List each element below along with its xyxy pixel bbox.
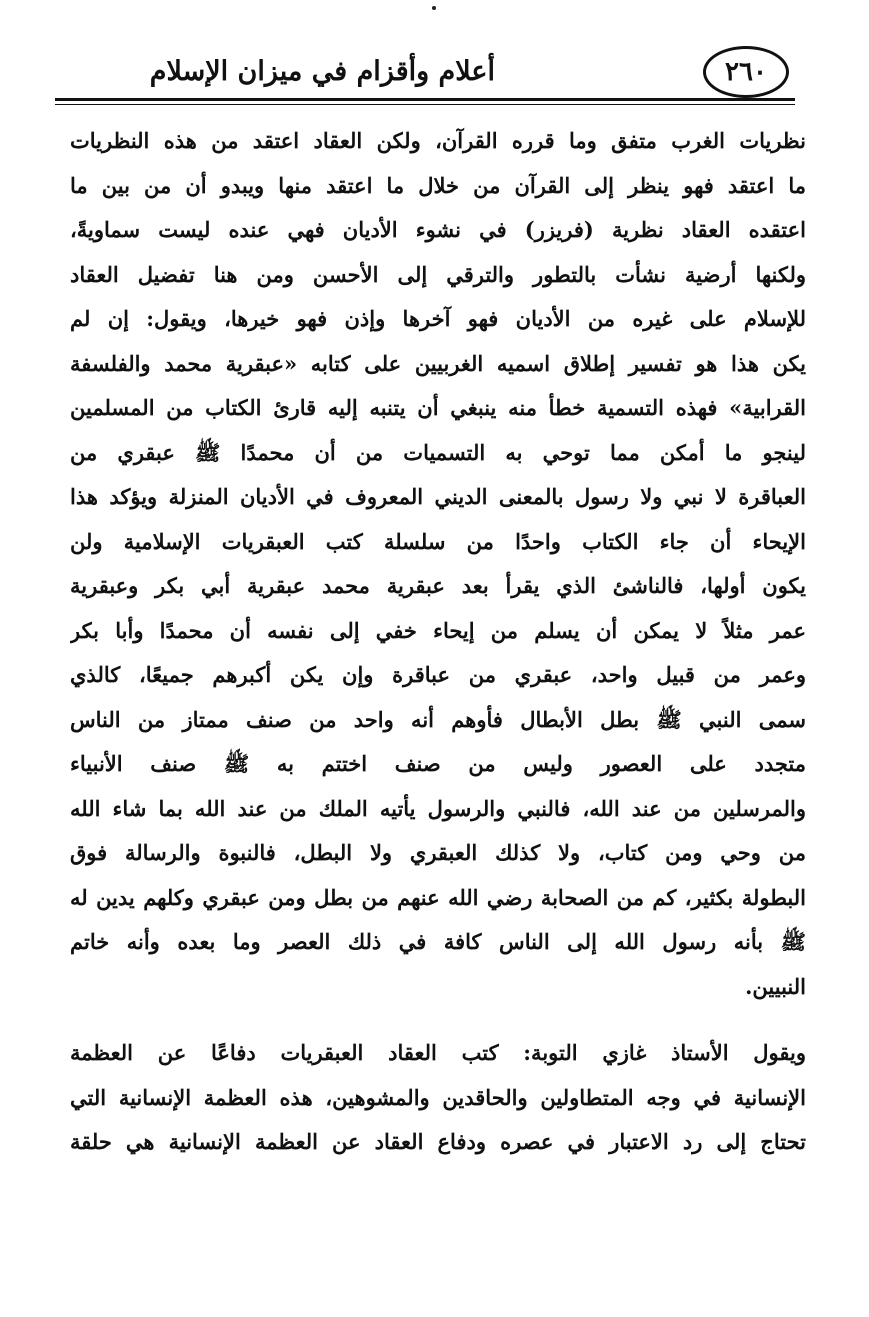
text-line: اعتقده العقاد نظرية (فريزر) في نشوء الأديان فهي عنده ليست سماويةً،: [70, 217, 806, 242]
text-line: ويقول الأستاذ غازي التوبة: كتب العقاد العبقريات دفاعًا عن العظمة: [70, 1040, 806, 1065]
text-line: والمرسلين من عند الله، فالنبي والرسول يأتيه الملك من عند الله بما شاء الله: [70, 795, 806, 821]
text-line: من وحي ومن كتاب، ولا كذلك العبقري ولا البطل، فالنبوة والرسالة فوق: [70, 840, 806, 865]
header-rule-thin: [55, 104, 795, 105]
text-line: عمر مثلاً لا يمكن أن يسلم من إيحاء خفي إلى نفسه أن محمدًا وأبا بكر: [70, 617, 806, 643]
page-header: [55, 40, 795, 108]
text-line: للإسلام على غيره من الأديان فهو آخرها وإذن فهو خيرها، ويقول: إن لم: [70, 306, 806, 331]
text-line: الإنسانية في وجه المتطاولين والحاقدين والمشوهين، هذه العظمة الإنسانية التي: [70, 1084, 806, 1110]
text-line: سمى النبي ﷺ بطل الأبطال فأوهم أنه واحد من صنف ممتاز من الناس: [70, 706, 806, 732]
running-title: أعلام وأقزام في ميزان الإسلام: [149, 56, 495, 87]
text-line: تحتاج إلى رد الاعتبار في عصره ودفاع العقاد عن العظمة الإنسانية هي حلقة: [70, 1129, 806, 1154]
text-line: البطولة بكثير، كم من الصحابة رضي الله عنهم من بطل ومن عبقري وكلهم يدين له: [70, 884, 806, 910]
text-line: الإيحاء أن جاء الكتاب واحدًا من سلسلة كتب العبقريات الإسلامية ولن: [70, 528, 806, 554]
text-line: لينجو ما أمكن مما توحي به التسميات من أن محمدًا ﷺ عبقري من: [70, 439, 806, 465]
text-line: متجدد على العصور وليس من صنف اختتم به ﷺ صنف الأنبياء: [70, 751, 806, 776]
text-line: ما اعتقد فهو ينظر إلى القرآن من خلال ما اعتقد منها ويبدو أن من بين ما: [70, 172, 806, 198]
text-line: يكون أولها، فالناشئ الذي يقرأ بعد عبقرية محمد عبقرية أبي بكر وعبقرية: [70, 573, 806, 598]
text-line-last: النبيين.: [745, 973, 806, 999]
text-line: يكن هذا هو تفسير إطلاق اسميه الغربيين على كتابه «عبقرية محمد والفلسفة: [70, 350, 806, 376]
paragraph-gap: [70, 1009, 806, 1031]
top-dot-mark: [432, 6, 436, 10]
header-rule: [55, 98, 795, 101]
text-line: القرابية» فهذه التسمية خطأ منه ينبغي أن يتنبه إليه قارئ الكتاب من المسلمين: [70, 395, 806, 420]
body-text: [70, 119, 806, 1165]
text-line: ﷺ بأنه رسول الله إلى الناس كافة في ذلك العصر وما بعده وأنه خاتم: [70, 929, 806, 954]
text-line: وعمر من قبيل واحد، عبقري من عباقرة وإن يكن أكبرهم جميعًا، كالذي: [70, 662, 806, 687]
text-line: ولكنها أرضية نشأت بالتطور والترقي إلى الأحسن ومن هنا تفضيل العقاد: [70, 261, 806, 287]
text-line: نظريات الغرب متفق وما قرره القرآن، ولكن العقاد اعتقد من هذه النظريات: [70, 128, 806, 153]
page-number-badge: ٢٦٠: [703, 46, 789, 98]
text-line: العباقرة لا نبي ولا رسول بالمعنى الديني المعروف في الأديان المنزلة ويؤكد هذا: [70, 484, 806, 509]
